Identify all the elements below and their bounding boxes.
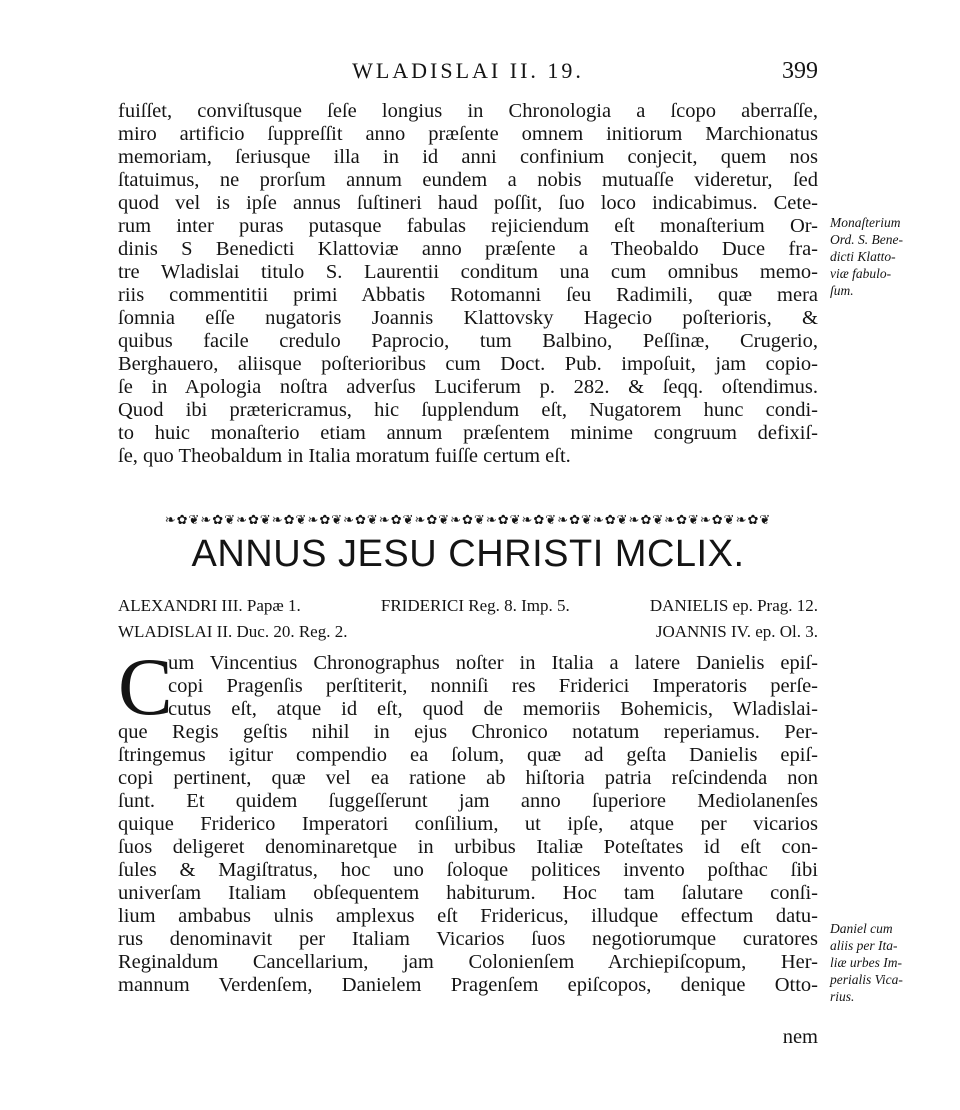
text-line: univerſam Italiam obſequentem habiturum. Hoc tam ſalutare conſi- xyxy=(118,882,818,904)
text-line: que Regis geſtis nihil in ejus Chronico notatum reperiamus. Per- xyxy=(118,721,818,743)
text-line: ſules & Magiſtratus, hoc uno ſoloque politices invento poſthac ſibi xyxy=(118,859,818,881)
text-line: riis commentitii primi Abbatis Rotomanni ſeu Radimili, quæ mera xyxy=(118,284,818,306)
text-line: cutus eſt, atque id eſt, quod de memoriis Bohemicis, Wladislai- xyxy=(168,698,818,720)
text-line: copi Pragenſis perſtiterit, nonniſi res Friderici Imperatoris perſe- xyxy=(168,675,818,697)
margin-note-line: viæ fabulo- xyxy=(830,266,892,281)
margin-note-line: rius. xyxy=(830,989,855,1004)
text-line: Quod ibi prætericramus, hic ſupplendum eſt, Nugatorem hunc condi- xyxy=(118,399,818,421)
text-line: ſtringemus igitur compendio ea ſolum, quæ ad geſta Danielis epiſ- xyxy=(118,744,818,766)
regnal-years-line-1 xyxy=(118,596,818,616)
margin-note-line: dicti Klatto- xyxy=(830,249,896,264)
text-line: ſuos deligeret denominaretque in urbibus Italiæ Poteſtates id eſt con- xyxy=(118,836,818,858)
margin-note-line: Ord. S. Bene- xyxy=(830,232,903,247)
margin-note-daniel xyxy=(830,920,948,1005)
text-line: um Vincentius Chronographus noſter in Italia a latere Danielis epiſ- xyxy=(168,652,818,674)
text-line: memoriam, ſeriusque illa in id anni confinium conjecit, quem nos xyxy=(118,146,818,168)
main-paragraph xyxy=(118,641,818,997)
text-line: ſe in Apologia noſtra adverſus Luciferum p. 282. & ſeqq. oſtendimus. xyxy=(118,376,818,398)
year-heading: ANNUS JESU CHRISTI MCLIX. xyxy=(191,533,745,575)
text-line: Berghauero, aliisque poſterioribus cum Doct. Pub. impoſuit, jam copio- xyxy=(118,353,818,375)
regnal-duke: WLADISLAI II. Duc. 20. Reg. 2. xyxy=(118,622,348,641)
text-line: mannum Verdenſem, Danielem Pragenſem epiſcopos, denique Otto- xyxy=(118,974,818,996)
regnal-emperor: FRIDERICI Reg. 8. Imp. 5. xyxy=(380,596,570,615)
drop-cap: C xyxy=(118,641,173,732)
margin-note-line: liæ urbes Im- xyxy=(830,955,902,970)
text-line: to huic monaſterio etiam annum præſentem minime congruum defixiſ- xyxy=(118,422,818,444)
text-line: rus denominavit per Italiam Vicarios ſuos negotiorumque curatores xyxy=(118,928,818,950)
running-head: WLADISLAI II. 19. xyxy=(352,58,584,83)
text-line: tre Wladislai titulo S. Laurentii conditum una cum omnibus memo- xyxy=(118,261,818,283)
text-line: lium ambabus ulnis amplexus eſt Fridericus, illudque effectum datu- xyxy=(118,905,818,927)
text-line: ſunt. Et quidem ſuggeſſerunt jam anno ſuperiore Mediolanenſes xyxy=(118,790,818,812)
decorative-ornament-rule: ❧✿❦❧✿❦❧✿❦❧✿❦❧✿❦❧✿❦❧✿❦❧✿❦❧✿❦❧✿❦❧✿❦❧✿❦❧✿❦❧✿❦❧✿❦❧✿❦❧✿❦ xyxy=(164,512,772,527)
margin-note-line: ſum. xyxy=(830,283,854,298)
text-line: quique Friderico Imperatori conſilium, ut ipſe, atque per vicarios xyxy=(118,813,818,835)
margin-note-line: aliis per Ita- xyxy=(830,938,898,953)
page-number: 399 xyxy=(782,58,818,84)
regnal-bishop-olomouc: JOANNIS IV. ep. Ol. 3. xyxy=(655,622,818,641)
text-line: dinis S Benedicti Klattoviæ anno præſente a Theobaldo Duce fra- xyxy=(118,238,818,260)
regnal-years-line-2 xyxy=(118,622,818,642)
regnal-bishop-prague: DANIELIS ep. Prag. 12. xyxy=(649,596,818,615)
text-line: copi pertinent, quæ vel ea ratione ab hiſtoria patria reſcindenda non xyxy=(118,767,818,789)
page-header xyxy=(118,58,818,92)
catchword: nem xyxy=(782,1026,818,1048)
regnal-pope: ALEXANDRI III. Papæ 1. xyxy=(118,596,301,615)
intro-paragraph xyxy=(118,100,818,468)
margin-note-line: Monaſterium xyxy=(830,215,901,230)
margin-note-line: Daniel cum xyxy=(830,921,893,936)
text-line: miro artificio ſuppreſſit anno præſente omnem initiorum Marchionatus xyxy=(118,123,818,145)
margin-note-line: perialis Vica- xyxy=(830,972,903,987)
text-line: ſomnia eſſe nugatoris Joannis Klattovsky Hagecio poſterioris, & xyxy=(118,307,818,329)
text-line: quibus facile credulo Paprocio, tum Balbino, Peſſinæ, Crugerio, xyxy=(118,330,818,352)
text-line: rum inter puras putasque fabulas rejiciendum eſt monaſterium Or- xyxy=(118,215,818,237)
text-line: fuiſſet, conviſtusque ſeſe longius in Chronologia a ſcopo aberraſſe, xyxy=(118,100,818,122)
text-line: Reginaldum Cancellarium, jam Colonienſem Archiepiſcopum, Her- xyxy=(118,951,818,973)
text-line: quod vel is ipſe annus ſuſtineri haud poſſit, ſuo loco indicabimus. Cete- xyxy=(118,192,818,214)
text-line: ſe, quo Theobaldum in Italia moratum fuiſſe certum eſt. xyxy=(118,445,571,467)
text-line: ſtatuimus, ne prorſum annum eundem a nobis mutuaſſe videretur, ſed xyxy=(118,169,818,191)
margin-note-monastery xyxy=(830,214,948,299)
